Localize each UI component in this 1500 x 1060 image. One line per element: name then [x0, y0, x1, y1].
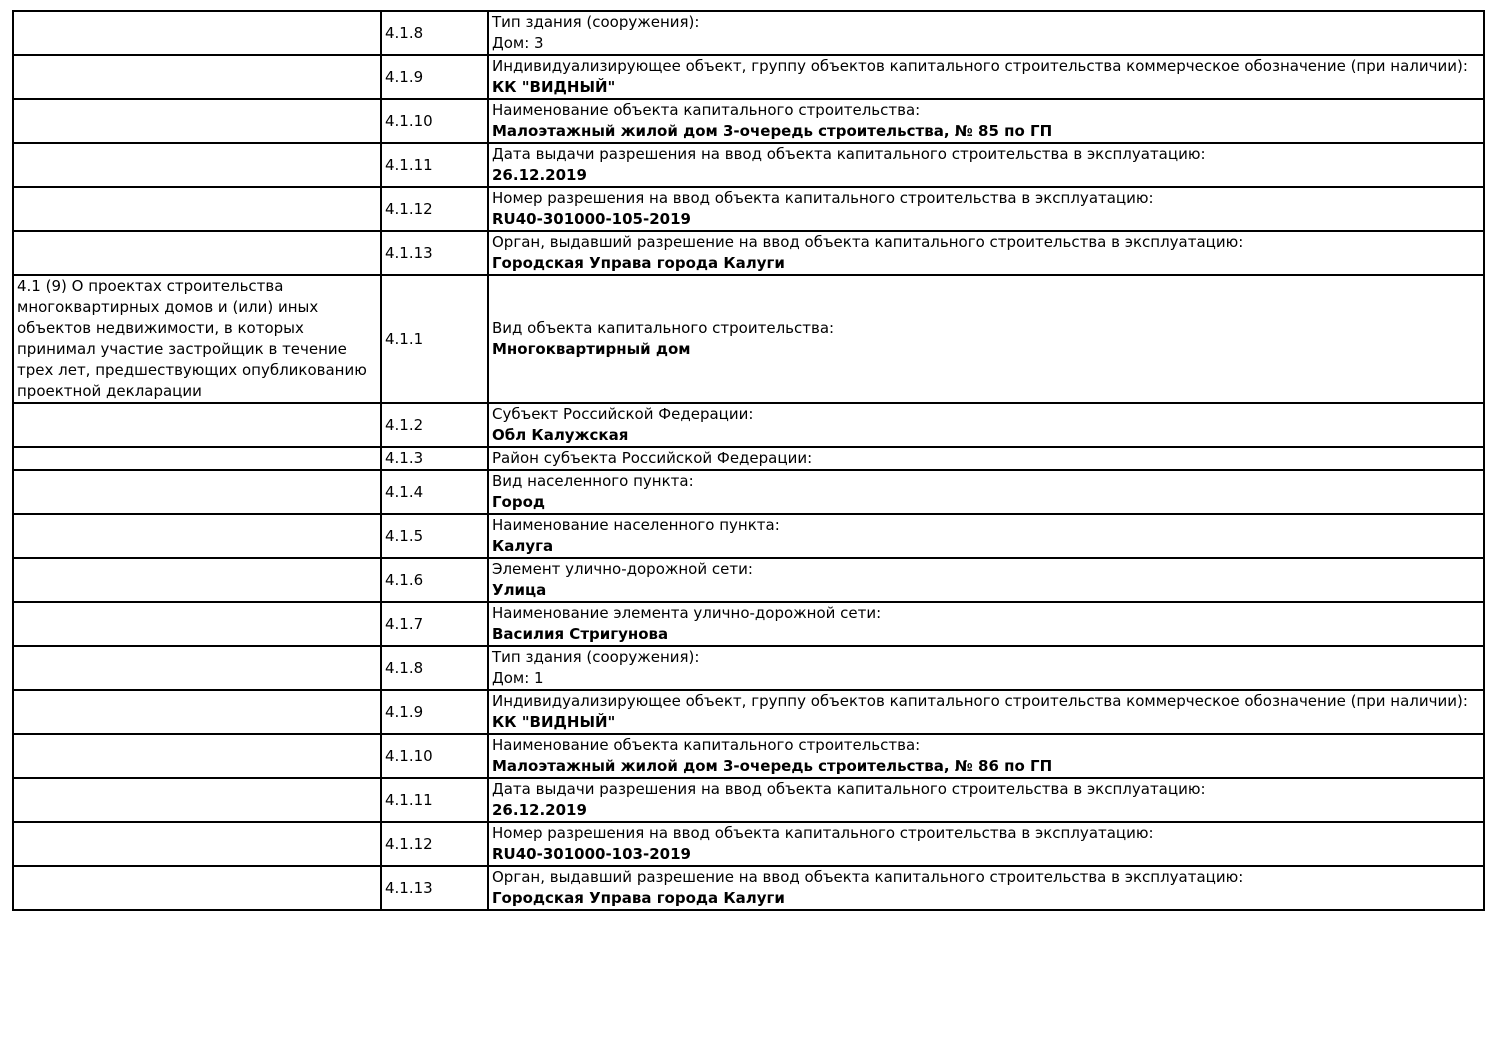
table-row — [13, 690, 1484, 734]
row-content-cell — [488, 690, 1484, 734]
field-value: Дом: 1 — [492, 669, 544, 687]
row-number-cell — [381, 187, 488, 231]
section-cell — [13, 403, 381, 447]
field-value: Городская Управа города Калуги — [492, 254, 785, 272]
section-cell — [13, 558, 381, 602]
table-row — [13, 558, 1484, 602]
field-label: Индивидуализирующее объект, группу объектов капитального строительства коммерческое обозначение (при наличии): — [492, 57, 1468, 75]
field-label: Наименование населенного пункта: — [492, 516, 780, 534]
field-label: Субъект Российской Федерации: — [492, 405, 754, 423]
table-row — [13, 866, 1484, 910]
table-row — [13, 514, 1484, 558]
field-label: Вид объекта капитального строительства: — [492, 319, 835, 337]
row-content-cell — [488, 11, 1484, 55]
row-content-cell — [488, 99, 1484, 143]
row-number: 4.1.9 — [385, 67, 424, 86]
row-number-cell — [381, 403, 488, 447]
field-label: Дата выдачи разрешения на ввод объекта капитального строительства в эксплуатацию: — [492, 145, 1206, 163]
table-row — [13, 55, 1484, 99]
field-value: RU40-301000-105-2019 — [492, 210, 691, 228]
field-label: Наименование объекта капитального строительства: — [492, 736, 921, 754]
row-number-cell — [381, 99, 488, 143]
row-number-cell — [381, 602, 488, 646]
row-number: 4.1.13 — [385, 243, 433, 262]
row-content-cell — [488, 646, 1484, 690]
section-cell — [13, 778, 381, 822]
section-cell — [13, 470, 381, 514]
field-label: Орган, выдавший разрешение на ввод объекта капитального строительства в эксплуатацию: — [492, 868, 1244, 886]
section-cell — [13, 822, 381, 866]
field-value: Малоэтажный жилой дом 3-очередь строительства, № 85 по ГП — [492, 122, 1053, 140]
row-number-cell — [381, 11, 488, 55]
row-number-cell — [381, 778, 488, 822]
row-number-cell — [381, 55, 488, 99]
row-content-cell — [488, 231, 1484, 275]
row-number-cell — [381, 447, 488, 470]
declaration-table-body — [13, 11, 1484, 910]
row-number: 4.1.12 — [385, 834, 433, 853]
row-content-cell — [488, 470, 1484, 514]
row-content-cell — [488, 822, 1484, 866]
row-content-cell — [488, 602, 1484, 646]
row-number: 4.1.10 — [385, 746, 433, 765]
field-value: Многоквартирный дом — [492, 340, 691, 358]
table-row — [13, 231, 1484, 275]
row-number: 4.1.1 — [385, 329, 424, 348]
table-row — [13, 11, 1484, 55]
table-row — [13, 187, 1484, 231]
field-value: Город — [492, 493, 546, 511]
section-cell — [13, 99, 381, 143]
table-row — [13, 470, 1484, 514]
section-cell — [13, 231, 381, 275]
field-label: Район субъекта Российской Федерации: — [492, 449, 813, 467]
row-content-cell — [488, 866, 1484, 910]
field-value: Дом: 3 — [492, 34, 544, 52]
table-row — [13, 143, 1484, 187]
section-cell — [13, 187, 381, 231]
field-value: RU40-301000-103-2019 — [492, 845, 691, 863]
table-row — [13, 778, 1484, 822]
field-value: Обл Калужская — [492, 426, 629, 444]
section-cell — [13, 646, 381, 690]
row-content-cell — [488, 447, 1484, 470]
row-content-cell — [488, 558, 1484, 602]
field-label: Наименование объекта капитального строительства: — [492, 101, 921, 119]
row-number-cell — [381, 690, 488, 734]
row-number: 4.1.5 — [385, 526, 424, 545]
section-cell — [13, 11, 381, 55]
table-row — [13, 646, 1484, 690]
field-label: Тип здания (сооружения): — [492, 13, 700, 31]
field-value: 26.12.2019 — [492, 166, 587, 184]
row-content-cell — [488, 143, 1484, 187]
row-number: 4.1.11 — [385, 155, 433, 174]
field-label: Наименование элемента улично-дорожной сети: — [492, 604, 882, 622]
field-value: Малоэтажный жилой дом 3-очередь строительства, № 86 по ГП — [492, 757, 1053, 775]
row-content-cell — [488, 55, 1484, 99]
table-row — [13, 403, 1484, 447]
row-number: 4.1.3 — [385, 449, 424, 467]
field-label: Тип здания (сооружения): — [492, 648, 700, 666]
row-number-cell — [381, 558, 488, 602]
table-row — [13, 275, 1484, 403]
field-value: Городская Управа города Калуги — [492, 889, 785, 907]
row-number-cell — [381, 866, 488, 910]
row-number-cell — [381, 646, 488, 690]
field-label: Вид населенного пункта: — [492, 472, 694, 490]
row-number: 4.1.8 — [385, 23, 424, 42]
row-number: 4.1.2 — [385, 415, 424, 434]
field-value: Улица — [492, 581, 547, 599]
row-number: 4.1.8 — [385, 658, 424, 677]
table-row — [13, 822, 1484, 866]
row-number: 4.1.6 — [385, 570, 424, 589]
section-cell — [13, 514, 381, 558]
row-number: 4.1.13 — [385, 878, 433, 897]
row-number-cell — [381, 514, 488, 558]
section-cell — [13, 866, 381, 910]
table-row — [13, 602, 1484, 646]
row-number: 4.1.7 — [385, 614, 424, 633]
row-content-cell — [488, 403, 1484, 447]
section-cell — [13, 447, 381, 470]
table-row — [13, 99, 1484, 143]
row-number-cell — [381, 470, 488, 514]
field-value: Василия Стригунова — [492, 625, 669, 643]
field-label: Орган, выдавший разрешение на ввод объекта капитального строительства в эксплуатацию: — [492, 233, 1244, 251]
table-row — [13, 447, 1484, 470]
section-cell — [13, 734, 381, 778]
field-value: Калуга — [492, 537, 554, 555]
row-content-cell — [488, 514, 1484, 558]
row-number: 4.1.12 — [385, 199, 433, 218]
row-number-cell — [381, 822, 488, 866]
section-cell — [13, 143, 381, 187]
field-value: 26.12.2019 — [492, 801, 587, 819]
row-number: 4.1.11 — [385, 790, 433, 809]
row-content-cell — [488, 187, 1484, 231]
section-cell — [13, 55, 381, 99]
field-label: Номер разрешения на ввод объекта капитального строительства в эксплуатацию: — [492, 824, 1154, 842]
field-label: Номер разрешения на ввод объекта капитального строительства в эксплуатацию: — [492, 189, 1154, 207]
row-number-cell — [381, 231, 488, 275]
row-number: 4.1.10 — [385, 111, 433, 130]
row-number-cell — [381, 734, 488, 778]
row-number-cell — [381, 275, 488, 403]
field-label: Элемент улично-дорожной сети: — [492, 560, 753, 578]
row-content-cell — [488, 778, 1484, 822]
table-row — [13, 734, 1484, 778]
field-value: КК "ВИДНЫЙ" — [492, 78, 616, 96]
field-value: КК "ВИДНЫЙ" — [492, 713, 616, 731]
row-number: 4.1.9 — [385, 702, 424, 721]
row-number: 4.1.4 — [385, 482, 424, 501]
section-cell — [13, 602, 381, 646]
field-label: Индивидуализирующее объект, группу объектов капитального строительства коммерческое обозначение (при наличии): — [492, 692, 1468, 710]
section-cell: 4.1 (9) О проектах строительства многоквартирных домов и (или) иных объектов недвижимости, в которых принимал участие застройщик в течение трех лет, предшествующих опубликованию проектной декларации — [13, 275, 381, 403]
row-content-cell — [488, 275, 1484, 403]
row-content-cell — [488, 734, 1484, 778]
field-label: Дата выдачи разрешения на ввод объекта капитального строительства в эксплуатацию: — [492, 780, 1206, 798]
section-cell — [13, 690, 381, 734]
declaration-table — [12, 10, 1485, 911]
row-number-cell — [381, 143, 488, 187]
